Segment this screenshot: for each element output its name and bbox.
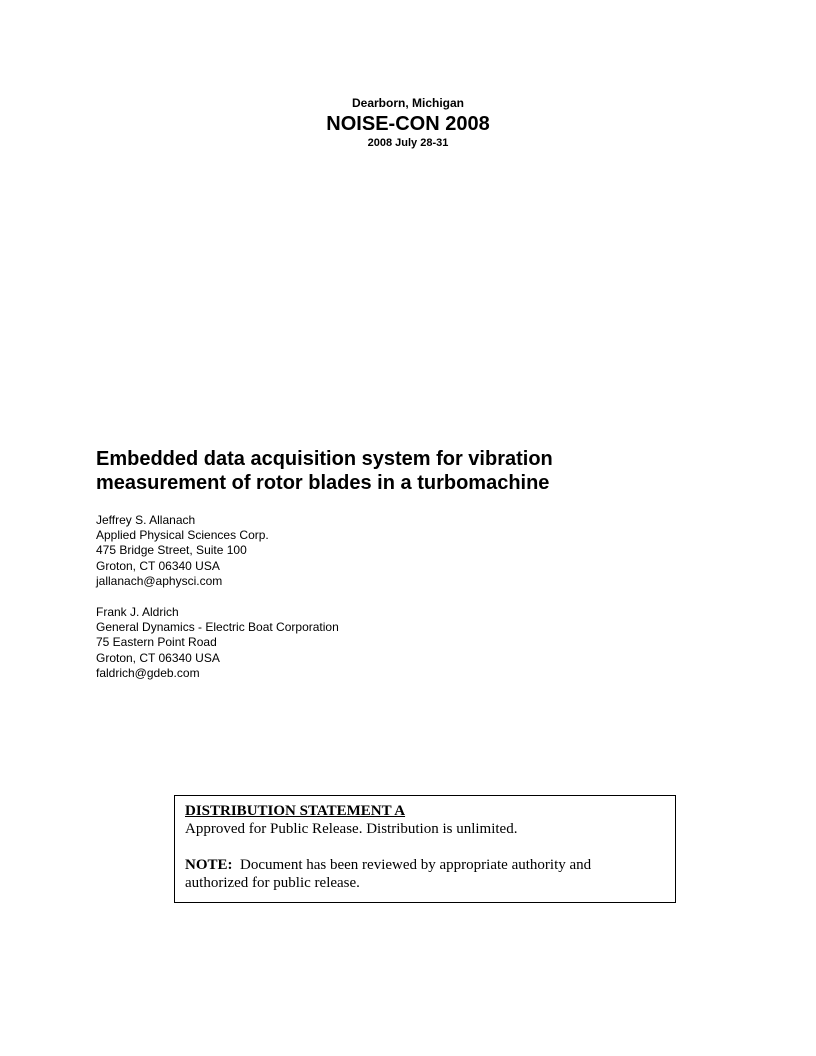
author-email: jallanach@aphysci.com — [96, 573, 223, 588]
distribution-statement-box — [174, 795, 676, 903]
note-label: NOTE: — [185, 857, 233, 873]
distribution-heading: DISTRIBUTION STATEMENT A — [185, 803, 406, 819]
author-affiliation: General Dynamics - Electric Boat Corporation — [96, 620, 339, 635]
note-text-line-1: Document has been reviewed by appropriate authority and — [232, 857, 592, 873]
author-name: Frank J. Aldrich — [96, 605, 179, 619]
author-address-line-1: 75 Eastern Point Road — [96, 635, 217, 650]
conference-dates: 2008 July 28-31 — [367, 137, 449, 149]
author-email: faldrich@gdeb.com — [96, 665, 200, 680]
author-affiliation: Applied Physical Sciences Corp. — [96, 528, 269, 543]
author-name: Jeffrey S. Allanach — [96, 513, 196, 527]
note-text-line-2: authorized for public release. — [185, 875, 360, 891]
author-address-line-2: Groton, CT 06340 USA — [96, 558, 220, 573]
paper-title — [96, 447, 736, 495]
author-block-2 — [96, 605, 696, 681]
paper-title-line-1: Embedded data acquisition system for vibration — [96, 448, 553, 470]
conference-name: NOISE-CON 2008 — [326, 113, 490, 135]
author-address-line-1: 475 Bridge Street, Suite 100 — [96, 543, 247, 558]
author-block-1 — [96, 513, 696, 589]
conference-location: Dearborn, Michigan — [351, 96, 464, 110]
distribution-note — [185, 856, 675, 874]
paper-title-line-2: measurement of rotor blades in a turbomachine — [96, 472, 550, 494]
conference-header — [0, 96, 816, 150]
distribution-statement: Approved for Public Release. Distribution is unlimited. — [185, 821, 518, 837]
author-address-line-2: Groton, CT 06340 USA — [96, 650, 220, 665]
